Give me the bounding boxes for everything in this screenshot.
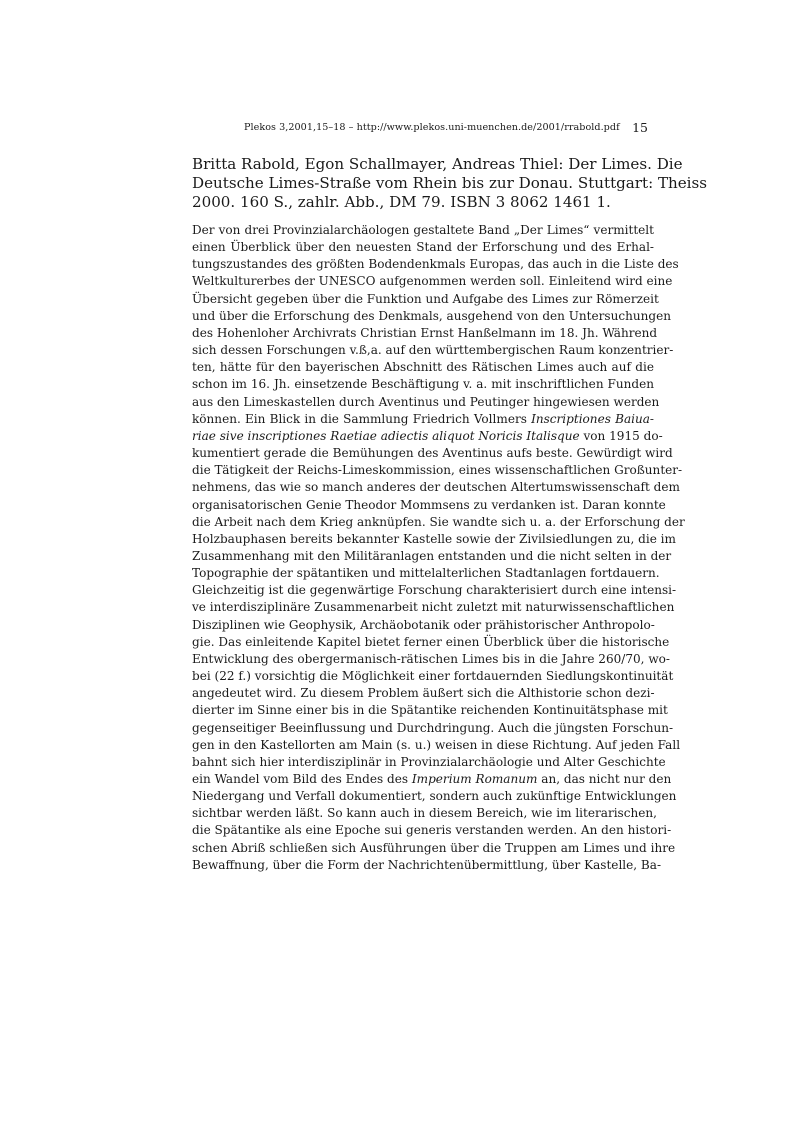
body-line: können. Ein Blick in die Sammlung Friedrich Vollmers Inscriptiones Baiua- <box>192 411 654 426</box>
body-line: Entwicklung des obergermanisch-rätischen Limes bis in die Jahre 260/70, wo- <box>192 651 670 666</box>
body-line: aus den Limeskastellen durch Aventinus und Peutinger hingewiesen werden <box>192 394 660 409</box>
body-line: einen Überblick über den neuesten Stand der Erforschung und des Erhal- <box>192 240 654 255</box>
body-line: ve interdisziplinäre Zusammenarbeit nicht zuletzt mit naturwissenschaftlichen <box>192 600 675 615</box>
body-line: Der von drei Provinzialarchäologen gestaltete Band „Der Limes“ vermittelt <box>192 223 654 237</box>
body-line: des Hohenloher Archivrats Christian Ernst Hanßelmann im 18. Jh. Während <box>192 325 658 340</box>
body-line: organisatorischen Genie Theodor Mommsens zu verdanken ist. Daran konnte <box>192 497 666 512</box>
body-line: sichtbar werden läßt. So kann auch in diesem Bereich, wie im literarischen, <box>192 806 657 821</box>
body-line: bei (22 f.) vorsichtig die Möglichkeit einer fortdauernden Siedlungskontinuität <box>192 669 674 684</box>
citation-line: Deutsche Limes-Straße vom Rhein bis zur Donau. Stuttgart: Theiss <box>192 174 708 192</box>
body-line: ein Wandel vom Bild des Endes des Imperium Romanum an, das nicht nur den <box>192 772 672 786</box>
body-line: gen in den Kastellorten am Main (s. u.) weisen in diese Richtung. Auf jeden Fall <box>192 737 681 752</box>
body-line: bahnt sich hier interdisziplinär in Provinzialarchäologie und Alter Geschichte <box>192 754 666 769</box>
citation-line: 2000. 160 S., zahlr. Abb., DM 79. ISBN 3 8062 1461 1. <box>192 193 611 211</box>
italic-title: Imperium Romanum <box>411 772 538 786</box>
body-line: Gleichzeitig ist die gegenwärtige Forschung charakterisiert durch eine intensi- <box>192 583 677 598</box>
body-line: Übersicht gegeben über die Funktion und Aufgabe des Limes zur Römerzeit <box>192 291 659 306</box>
body-line: die Arbeit nach dem Krieg anknüpfen. Sie wandte sich u. a. der Erforschung der <box>192 514 685 529</box>
body-line: und über die Erforschung des Denkmals, ausgehend von den Untersuchungen <box>192 308 671 323</box>
running-head <box>192 120 654 136</box>
italic-title: riae sive inscriptiones Raetiae adiectis aliquot Noricis Italisque <box>192 428 580 443</box>
book-citation <box>192 155 708 212</box>
body-line: kumentiert gerade die Bemühungen des Aventinus aufs beste. Gewürdigt wird <box>192 446 673 461</box>
body-line: Weltkulturerbes der UNESCO aufgenommen werden soll. Einleitend wird eine <box>192 274 673 289</box>
body-line: sich dessen Forschungen v.ß,a. auf den württembergischen Raum konzentrier- <box>192 343 674 358</box>
review-body <box>192 222 685 874</box>
body-line: gie. Das einleitende Kapitel bietet ferner einen Überblick über die historische <box>192 634 670 649</box>
body-line: gegenseitiger Beeinflussung und Durchdringung. Auch die jüngsten Forschun- <box>192 720 674 735</box>
italic-title: Inscriptiones Baiua- <box>531 411 654 426</box>
body-line: die Tätigkeit der Reichs-Limeskommission, eines wissenschaftlichen Großunter- <box>192 463 683 478</box>
body-line: riae sive inscriptiones Raetiae adiectis aliquot Noricis Italisque von 1915 do- <box>192 428 663 443</box>
body-line: schon im 16. Jh. einsetzende Beschäftigung v. a. mit inschriftlichen Funden <box>192 377 654 392</box>
body-line: Holzbauphasen bereits bekannter Kastelle sowie der Zivilsiedlungen zu, die im <box>192 531 676 546</box>
body-line: tungszustandes des größten Bodendenkmals Europas, das auch in die Liste des <box>192 257 679 272</box>
body-line: die Spätantike als eine Epoche sui generis verstanden werden. An den histori- <box>192 823 672 838</box>
body-line: Disziplinen wie Geophysik, Archäobotanik oder prähistorischer Anthropolo- <box>192 617 655 632</box>
body-line: ten, hätte für den bayerischen Abschnitt des Rätischen Limes auch auf die <box>192 360 654 375</box>
source-citation: Plekos 3,2001,15–18 – http://www.plekos.uni-muenchen.de/2001/rrabold.pdf <box>244 122 620 133</box>
page-number: 15 <box>632 120 648 135</box>
body-line: nehmens, das wie so manch anderes der deutschen Altertumswissenschaft dem <box>192 480 680 495</box>
body-line: schen Abriß schließen sich Ausführungen über die Truppen am Limes und ihre <box>192 840 676 855</box>
body-line: angedeutet wird. Zu diesem Problem äußert sich die Althistorie schon dezi- <box>192 686 655 701</box>
body-line: Niedergang und Verfall dokumentiert, sondern auch zukünftige Entwicklungen <box>192 789 677 804</box>
citation-line: Britta Rabold, Egon Schallmayer, Andreas Thiel: Der Limes. Die <box>192 155 683 173</box>
body-line: dierter im Sinne einer bis in die Spätantike reichenden Kontinuitätsphase mit <box>192 703 668 718</box>
body-line: Bewaffnung, über die Form der Nachrichtenübermittlung, über Kastelle, Ba- <box>192 857 662 872</box>
body-line: Zusammenhang mit den Militäranlagen entstanden und die nicht selten in der <box>192 548 672 563</box>
body-line: Topographie der spätantiken und mittelalterlichen Stadtanlagen fortdauern. <box>192 566 660 581</box>
